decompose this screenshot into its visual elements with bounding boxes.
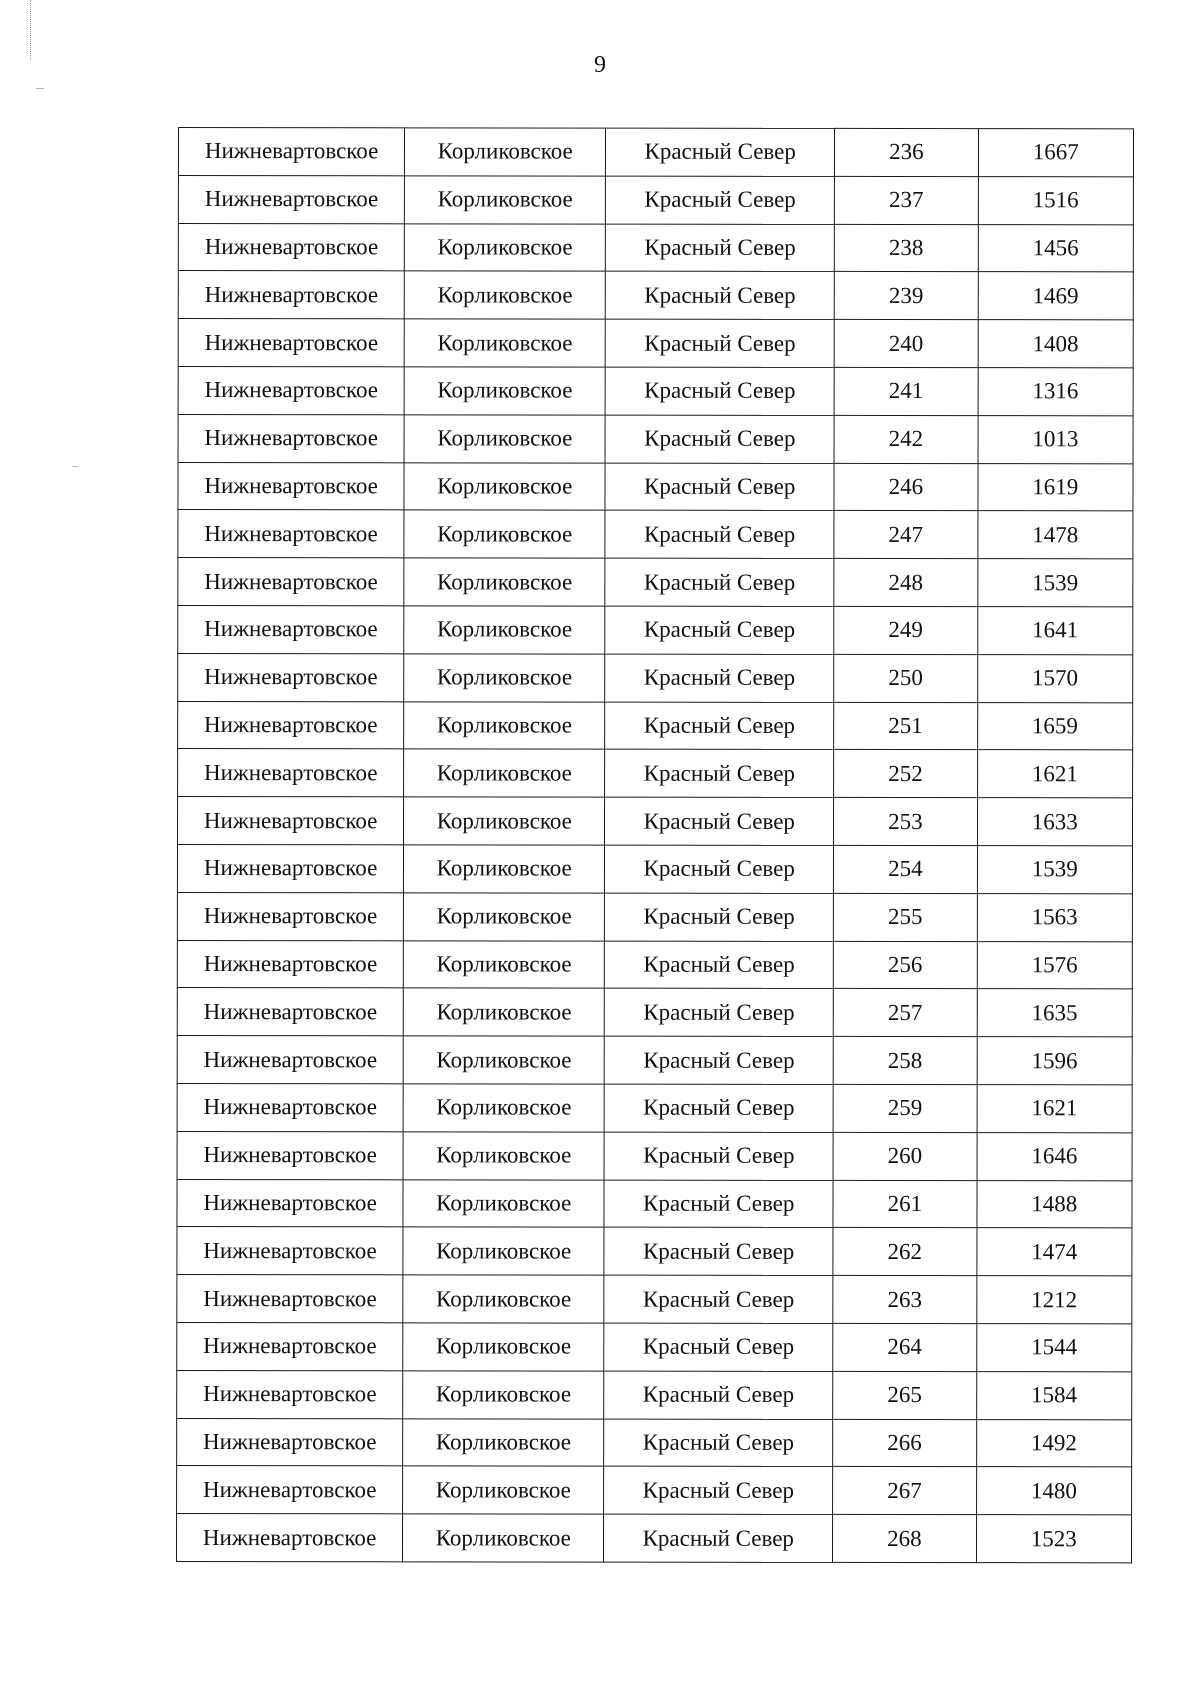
parcel-number-cell: 242 xyxy=(834,415,977,463)
district-cell: Нижневартовское xyxy=(178,271,404,319)
value-cell: 1474 xyxy=(976,1228,1132,1276)
district-cell: Нижневартовское xyxy=(177,1322,403,1370)
district-cell: Нижневартовское xyxy=(178,223,404,271)
settlement-cell: Корликовское xyxy=(405,176,606,224)
value-cell: 1516 xyxy=(978,176,1134,224)
district-cell: Нижневартовское xyxy=(177,1179,403,1227)
village-cell: Красный Север xyxy=(605,606,834,654)
table-row xyxy=(177,988,1132,1037)
value-cell: 1646 xyxy=(977,1132,1133,1180)
table-row xyxy=(177,1275,1132,1324)
parcel-number-cell: 258 xyxy=(833,1037,976,1085)
settlement-cell: Корликовское xyxy=(404,940,605,988)
village-cell: Красный Север xyxy=(605,988,834,1036)
settlement-cell: Корликовское xyxy=(403,1275,604,1323)
settlement-cell: Корликовское xyxy=(404,415,605,463)
table-row xyxy=(178,749,1133,798)
table-row xyxy=(177,1083,1132,1132)
village-cell: Красный Север xyxy=(604,1466,833,1514)
table-row xyxy=(177,1179,1132,1228)
table-row xyxy=(178,605,1133,654)
table-row xyxy=(178,223,1133,272)
value-cell: 1544 xyxy=(976,1324,1132,1372)
village-cell: Красный Север xyxy=(604,1275,833,1323)
village-cell: Красный Север xyxy=(606,271,835,319)
parcel-number-cell: 267 xyxy=(833,1467,976,1515)
settlement-cell: Корликовское xyxy=(404,654,605,702)
village-cell: Красный Север xyxy=(606,128,835,176)
settlement-cell: Корликовское xyxy=(403,1179,604,1227)
village-cell: Красный Север xyxy=(605,415,834,463)
parcel-number-cell: 254 xyxy=(834,845,977,893)
value-cell: 1621 xyxy=(977,750,1133,798)
settlement-cell: Корликовское xyxy=(404,797,605,845)
value-cell: 1539 xyxy=(977,846,1133,894)
parcel-number-cell: 264 xyxy=(833,1323,976,1371)
district-cell: Нижневартовское xyxy=(178,510,404,558)
settlement-cell: Корликовское xyxy=(403,1227,604,1275)
value-cell: 1563 xyxy=(977,893,1133,941)
value-cell: 1635 xyxy=(977,989,1133,1037)
district-cell: Нижневартовское xyxy=(177,1370,403,1418)
village-cell: Красный Север xyxy=(604,1371,833,1419)
value-cell: 1576 xyxy=(977,941,1133,989)
value-cell: 1596 xyxy=(977,1037,1133,1085)
table-row xyxy=(178,414,1133,463)
parcel-number-cell: 262 xyxy=(833,1228,976,1276)
village-cell: Красный Север xyxy=(604,1036,833,1084)
table-row xyxy=(177,1131,1132,1180)
district-cell: Нижневартовское xyxy=(177,892,403,940)
table-row xyxy=(177,1418,1132,1467)
parcel-number-cell: 237 xyxy=(835,176,978,224)
settlement-cell: Корликовское xyxy=(404,558,605,606)
parcel-number-cell: 251 xyxy=(834,702,977,750)
settlement-cell: Корликовское xyxy=(403,1514,604,1562)
village-cell: Красный Север xyxy=(604,1323,833,1371)
table-row xyxy=(177,1370,1132,1419)
settlement-cell: Корликовское xyxy=(403,988,604,1036)
district-cell: Нижневартовское xyxy=(177,1036,403,1084)
settlement-cell: Корликовское xyxy=(403,1132,604,1180)
village-cell: Красный Север xyxy=(604,1180,833,1228)
table-row xyxy=(177,892,1132,941)
village-cell: Красный Север xyxy=(605,654,834,702)
district-cell: Нижневартовское xyxy=(177,1466,403,1514)
village-cell: Красный Север xyxy=(605,749,834,797)
table-row xyxy=(178,510,1133,559)
scan-margin-mark xyxy=(30,0,33,60)
table-row xyxy=(177,1322,1132,1371)
table-row xyxy=(177,1036,1132,1085)
table-body xyxy=(176,128,1133,1563)
settlement-cell: Корликовское xyxy=(404,845,605,893)
settlement-cell: Корликовское xyxy=(403,1323,604,1371)
village-cell: Красный Север xyxy=(605,845,834,893)
value-cell: 1539 xyxy=(977,559,1133,607)
parcel-number-cell: 239 xyxy=(834,272,977,320)
village-cell: Красный Север xyxy=(606,176,835,224)
district-cell: Нижневартовское xyxy=(178,366,404,414)
value-cell: 1488 xyxy=(977,1180,1133,1228)
village-cell: Красный Север xyxy=(605,510,834,558)
parcel-number-cell: 261 xyxy=(833,1180,976,1228)
district-cell: Нижневартовское xyxy=(177,844,403,892)
village-cell: Красный Север xyxy=(604,1084,833,1132)
table-row xyxy=(178,128,1133,177)
village-cell: Красный Север xyxy=(606,224,835,272)
parcel-number-cell: 255 xyxy=(834,893,977,941)
page-number: 9 xyxy=(594,52,606,78)
district-cell: Нижневартовское xyxy=(178,319,404,367)
parcel-number-cell: 248 xyxy=(834,559,977,607)
settlement-cell: Корликовское xyxy=(404,271,605,319)
parcel-number-cell: 265 xyxy=(833,1371,976,1419)
parcel-number-cell: 252 xyxy=(834,750,977,798)
parcel-number-cell: 247 xyxy=(834,511,977,559)
table-row xyxy=(178,175,1133,224)
village-cell: Красный Север xyxy=(605,702,834,750)
table-row xyxy=(177,940,1132,989)
parcel-number-cell: 253 xyxy=(834,798,977,846)
parcel-number-cell: 241 xyxy=(834,367,977,415)
parcel-number-cell: 236 xyxy=(835,128,978,176)
village-cell: Красный Север xyxy=(604,1227,833,1275)
district-cell: Нижневартовское xyxy=(178,414,404,462)
parcel-number-cell: 246 xyxy=(834,463,977,511)
parcel-number-cell: 266 xyxy=(833,1419,976,1467)
table-row xyxy=(178,558,1133,607)
value-cell: 1659 xyxy=(977,702,1133,750)
district-cell: Нижневартовское xyxy=(177,940,403,988)
district-cell: Нижневартовское xyxy=(177,1083,403,1131)
district-cell: Нижневартовское xyxy=(177,1227,403,1275)
parcel-number-cell: 249 xyxy=(834,606,977,654)
settlement-cell: Корликовское xyxy=(405,223,606,271)
table-row xyxy=(178,701,1133,750)
value-cell: 1408 xyxy=(978,320,1134,368)
district-cell: Нижневартовское xyxy=(178,175,404,223)
scan-speck xyxy=(72,466,78,467)
settlement-cell: Корликовское xyxy=(404,606,605,654)
value-cell: 1316 xyxy=(978,368,1134,416)
value-cell: 1667 xyxy=(978,129,1134,177)
table-row xyxy=(177,844,1132,893)
village-cell: Красный Север xyxy=(605,463,834,511)
table-row xyxy=(177,1466,1132,1515)
district-cell: Нижневартовское xyxy=(177,1418,403,1466)
district-cell: Нижневартовское xyxy=(176,1514,402,1562)
value-cell: 1621 xyxy=(977,1085,1133,1133)
district-cell: Нижневартовское xyxy=(177,1275,403,1323)
district-cell: Нижневартовское xyxy=(178,653,404,701)
value-cell: 1013 xyxy=(978,415,1134,463)
village-cell: Красный Север xyxy=(605,367,834,415)
district-cell: Нижневартовское xyxy=(178,701,404,749)
table-row xyxy=(177,797,1132,846)
parcel-number-cell: 257 xyxy=(833,989,976,1037)
settlement-cell: Корликовское xyxy=(403,1418,604,1466)
value-cell: 1570 xyxy=(977,654,1133,702)
parcel-number-cell: 268 xyxy=(833,1515,976,1563)
table-row xyxy=(178,653,1133,702)
district-cell: Нижневартовское xyxy=(177,1131,403,1179)
settlement-cell: Корликовское xyxy=(403,1084,604,1132)
value-cell: 1480 xyxy=(976,1467,1132,1515)
value-cell: 1619 xyxy=(978,463,1134,511)
settlement-cell: Корликовское xyxy=(405,128,606,176)
district-cell: Нижневартовское xyxy=(178,749,404,797)
value-cell: 1478 xyxy=(977,511,1133,559)
village-cell: Красный Север xyxy=(604,1514,833,1562)
district-cell: Нижневартовское xyxy=(178,605,404,653)
settlement-cell: Корликовское xyxy=(403,1466,604,1514)
settlement-cell: Корликовское xyxy=(404,510,605,558)
value-cell: 1633 xyxy=(977,798,1133,846)
district-cell: Нижневартовское xyxy=(177,988,403,1036)
parcel-number-cell: 238 xyxy=(834,224,977,272)
parcel-number-cell: 256 xyxy=(833,941,976,989)
village-cell: Красный Север xyxy=(605,893,834,941)
parcel-number-cell: 260 xyxy=(833,1132,976,1180)
parcel-number-cell: 240 xyxy=(834,320,977,368)
value-cell: 1492 xyxy=(976,1419,1132,1467)
data-table xyxy=(176,127,1134,1563)
settlement-cell: Корликовское xyxy=(404,367,605,415)
settlement-cell: Корликовское xyxy=(404,701,605,749)
table-row xyxy=(178,271,1133,320)
settlement-cell: Корликовское xyxy=(404,749,605,797)
table-row xyxy=(176,1514,1131,1563)
settlement-cell: Корликовское xyxy=(404,319,605,367)
settlement-cell: Корликовское xyxy=(404,462,605,510)
table-row xyxy=(178,366,1133,415)
value-cell: 1456 xyxy=(978,224,1134,272)
value-cell: 1523 xyxy=(976,1515,1132,1563)
district-cell: Нижневартовское xyxy=(178,462,404,510)
village-cell: Красный Север xyxy=(605,558,834,606)
settlement-cell: Корликовское xyxy=(403,1371,604,1419)
value-cell: 1584 xyxy=(976,1371,1132,1419)
village-cell: Красный Север xyxy=(604,1419,833,1467)
parcel-number-cell: 263 xyxy=(833,1276,976,1324)
value-cell: 1212 xyxy=(976,1276,1132,1324)
table-row xyxy=(177,1227,1132,1276)
village-cell: Красный Север xyxy=(604,1132,833,1180)
parcel-number-cell: 250 xyxy=(834,654,977,702)
village-cell: Красный Север xyxy=(605,319,834,367)
value-cell: 1469 xyxy=(978,272,1134,320)
district-cell: Нижневартовское xyxy=(177,797,403,845)
village-cell: Красный Север xyxy=(605,797,834,845)
value-cell: 1641 xyxy=(977,607,1133,655)
table-row xyxy=(178,462,1133,511)
table-row xyxy=(178,319,1133,368)
parcel-number-cell: 259 xyxy=(833,1084,976,1132)
district-cell: Нижневартовское xyxy=(178,558,404,606)
settlement-cell: Корликовское xyxy=(404,893,605,941)
village-cell: Красный Север xyxy=(605,941,834,989)
scan-speck xyxy=(36,88,44,89)
district-cell: Нижневартовское xyxy=(178,128,404,176)
settlement-cell: Корликовское xyxy=(403,1036,604,1084)
